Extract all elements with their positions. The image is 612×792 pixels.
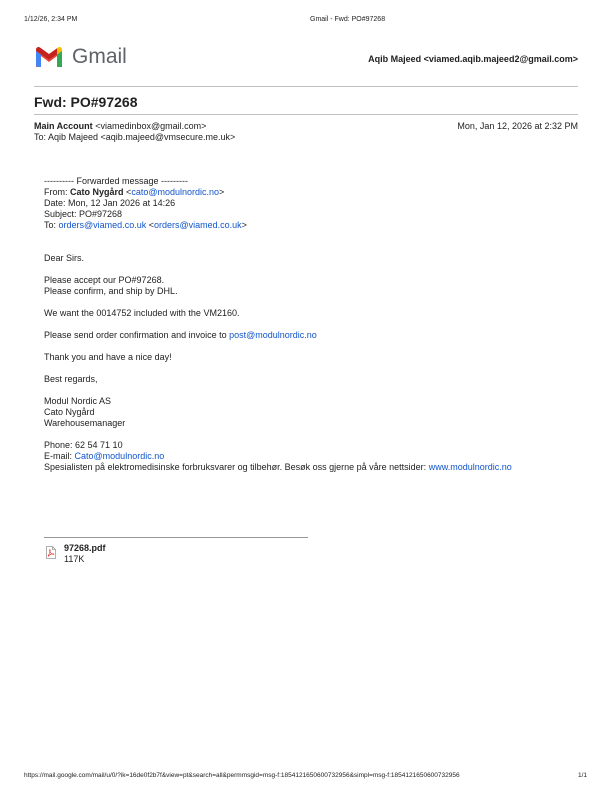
print-page-number: 1/1 xyxy=(578,772,588,779)
signature-email-link[interactable]: Cato@modulnordic.no xyxy=(74,451,165,461)
closing: Best regards, xyxy=(44,374,98,384)
recipient-line: To: Aqib Majeed <aqib.majeed@vmsecure.me.uk> xyxy=(34,132,236,142)
body-line: Thank you and have a nice day! xyxy=(44,352,172,362)
body-line: Please send order confirmation and invoice to post@modulnordic.no xyxy=(44,330,317,340)
website-link[interactable]: www.modulnordic.no xyxy=(428,462,512,472)
forward-date: Date: Mon, 12 Jan 2026 at 14:26 xyxy=(44,198,176,208)
signature-phone: Phone: 62 54 71 10 xyxy=(44,440,123,450)
greeting: Dear Sirs. xyxy=(44,253,85,263)
forward-to-email-link-2[interactable]: orders@viamed.co.uk xyxy=(153,220,242,230)
message-date: Mon, Jan 12, 2026 at 2:32 PM xyxy=(457,121,578,131)
print-datetime: 1/12/26, 2:34 PM xyxy=(24,16,78,23)
attachment-divider xyxy=(44,537,308,538)
message-body xyxy=(44,176,574,473)
signature-name: Cato Nygård xyxy=(44,407,95,417)
forward-from-name: Cato Nygård xyxy=(70,187,124,197)
forward-from-email-link[interactable]: cato@modulnordic.no xyxy=(131,187,219,197)
print-url: https://mail.google.com/mail/u/0/?ik=16de0f2b7f&view=pt&search=all&permmsgid=msg-f:1854121650600732956&simpl=msg-f:1854121650600732956 xyxy=(24,772,460,779)
signature-role: Warehousemanager xyxy=(44,418,126,428)
signature-company: Modul Nordic AS xyxy=(44,396,112,406)
gmail-logo[interactable] xyxy=(34,44,134,70)
subject-divider xyxy=(34,114,578,115)
forward-to: To: orders@viamed.co.uk <orders@viamed.co.uk> xyxy=(44,220,247,230)
pdf-icon xyxy=(46,546,56,559)
signature-email: E-mail: Cato@modulnordic.no xyxy=(44,451,165,461)
attachment-name[interactable]: 97268.pdf xyxy=(64,543,106,553)
body-line: Please confirm, and ship by DHL. xyxy=(44,286,178,296)
header-divider xyxy=(34,86,578,87)
forward-from: From: Cato Nygård <cato@modulnordic.no> xyxy=(44,187,225,197)
message-subject: Fwd: PO#97268 xyxy=(34,94,138,110)
order-email-link[interactable]: post@modulnordic.no xyxy=(229,330,317,340)
body-line: Please accept our PO#97268. xyxy=(44,275,165,285)
sender-name: Main Account xyxy=(34,121,93,131)
print-title: Gmail - Fwd: PO#97268 xyxy=(310,16,386,23)
gmail-wordmark: Gmail xyxy=(72,45,127,68)
sender-line xyxy=(34,121,206,132)
attachment-size: 117K xyxy=(64,554,85,564)
signature-tagline: Spesialisten på elektromedisinske forbruksvarer og tilbehør. Besøk oss gjerne på våre nettsider: www.modulnordic.no xyxy=(44,462,512,472)
account-email: Aqib Majeed <viamed.aqib.majeed2@gmail.com> xyxy=(368,54,578,64)
sender-email: <viamedinbox@gmail.com> xyxy=(95,121,207,131)
forward-banner: ---------- Forwarded message --------- xyxy=(44,176,188,186)
gmail-m-icon xyxy=(34,45,64,69)
body-line: We want the 0014752 included with the VM2160. xyxy=(44,308,240,318)
forward-subject: Subject: PO#97268 xyxy=(44,209,123,219)
forward-to-email-link[interactable]: orders@viamed.co.uk xyxy=(58,220,147,230)
